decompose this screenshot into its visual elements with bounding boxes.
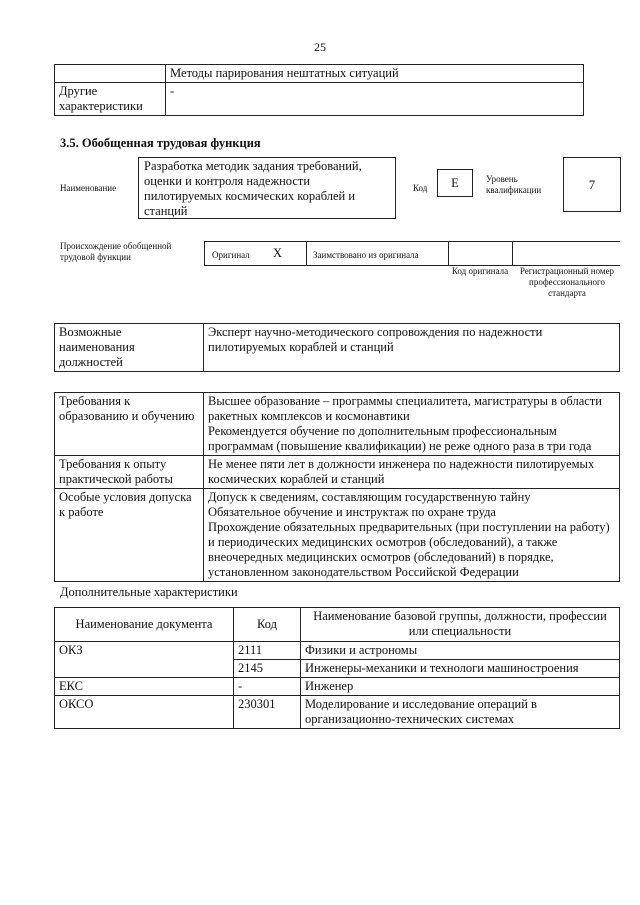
table-row-code: 2111	[234, 642, 301, 660]
uroven-value: 7	[563, 157, 621, 212]
uroven-label: Уровень квалификации	[486, 174, 542, 195]
col-header-code: Код	[234, 608, 301, 642]
origin-label: Происхождение обобщенной трудовой функции	[60, 241, 172, 262]
table-row-doc: ОКСО	[55, 696, 234, 729]
kod-label: Код	[413, 183, 428, 193]
table-row-name: Моделирование и исследование операций в организационно-технических системах	[301, 696, 620, 729]
req-education-line: Высшее образование – программы специалитета, магистратуры в области ракетных комплексов и космонавтики	[208, 394, 602, 423]
table-row-name: Инженер	[301, 678, 620, 696]
original-mark: X	[273, 246, 283, 260]
req-experience-label: Требования к опыту практической работы	[55, 456, 204, 489]
col-header-name: Наименование базовой группы, должности, профессии или специальности	[301, 608, 620, 642]
original-label: Оригинал	[212, 250, 250, 260]
req-experience-line: Не менее пяти лет в должности инженера по надежности пилотируемых космических кораблей и станций	[204, 456, 620, 489]
table-row-code: -	[234, 678, 301, 696]
req-special-label: Особые условия допуска к работе	[55, 489, 204, 582]
table-row-name: Физики и астрономы	[301, 642, 620, 660]
table-row-doc: ОКЗ	[55, 642, 234, 678]
positions-value: Эксперт научно-методического сопровождения по надежности пилотируемых кораблей и станций	[204, 324, 620, 372]
col-header-doc: Наименование документа	[55, 608, 234, 642]
additional-table	[54, 607, 620, 729]
table-row-doc: ЕКС	[55, 678, 234, 696]
req-education-label: Требования к образованию и обучению	[55, 393, 204, 456]
section-heading: 3.5. Обобщенная трудовая функция	[60, 136, 261, 150]
reg-nomer-label: Регистрационный номер профессионального стандарта	[519, 266, 615, 298]
req-special-line: Прохождение обязательных предварительных (при поступлении на работу) и периодических медицинских осмотров (обследований), а также внеочередных медицинских осмотров (обследований) в порядке, установленном законодательством Российской Федерации	[208, 520, 610, 579]
divider-1	[306, 241, 307, 266]
divider-2	[448, 241, 449, 266]
table-row-code: 230301	[234, 696, 301, 729]
additional-title: Дополнительные характеристики	[60, 585, 238, 599]
kod-value: E	[437, 169, 473, 197]
other-characteristics-value: -	[166, 83, 584, 116]
continuation-table	[54, 64, 584, 116]
positions-table	[54, 323, 620, 372]
table-row-name: Инженеры-механики и технологи машиностроения	[301, 660, 620, 678]
page-number: 25	[314, 40, 326, 54]
table-row-code: 2145	[234, 660, 301, 678]
continuation-text: Методы парирования нештатных ситуаций	[166, 65, 584, 83]
req-special-line: Допуск к сведениям, составляющим государственную тайну	[208, 490, 531, 504]
req-special-line: Обязательное обучение и инструктаж по охране труда	[208, 505, 496, 519]
requirements-table	[54, 392, 620, 582]
positions-label: Возможные наименования должностей	[55, 324, 204, 372]
naimenovanie-value: Разработка методик задания требований, оценки и контроля надежности пилотируемых космических кораблей и станций	[138, 157, 396, 219]
req-education-line: Рекомендуется обучение по дополнительным профессиональным программам (повышение квалификации) не реже одного раза в три года	[208, 424, 592, 453]
naimenovanie-label: Наименование	[60, 183, 117, 193]
kod-originala-label: Код оригинала	[451, 266, 509, 276]
other-characteristics-label: Другие характеристики	[55, 83, 166, 116]
borrowed-label: Заимствовано из оригинала	[313, 250, 419, 260]
divider-3	[512, 241, 513, 266]
